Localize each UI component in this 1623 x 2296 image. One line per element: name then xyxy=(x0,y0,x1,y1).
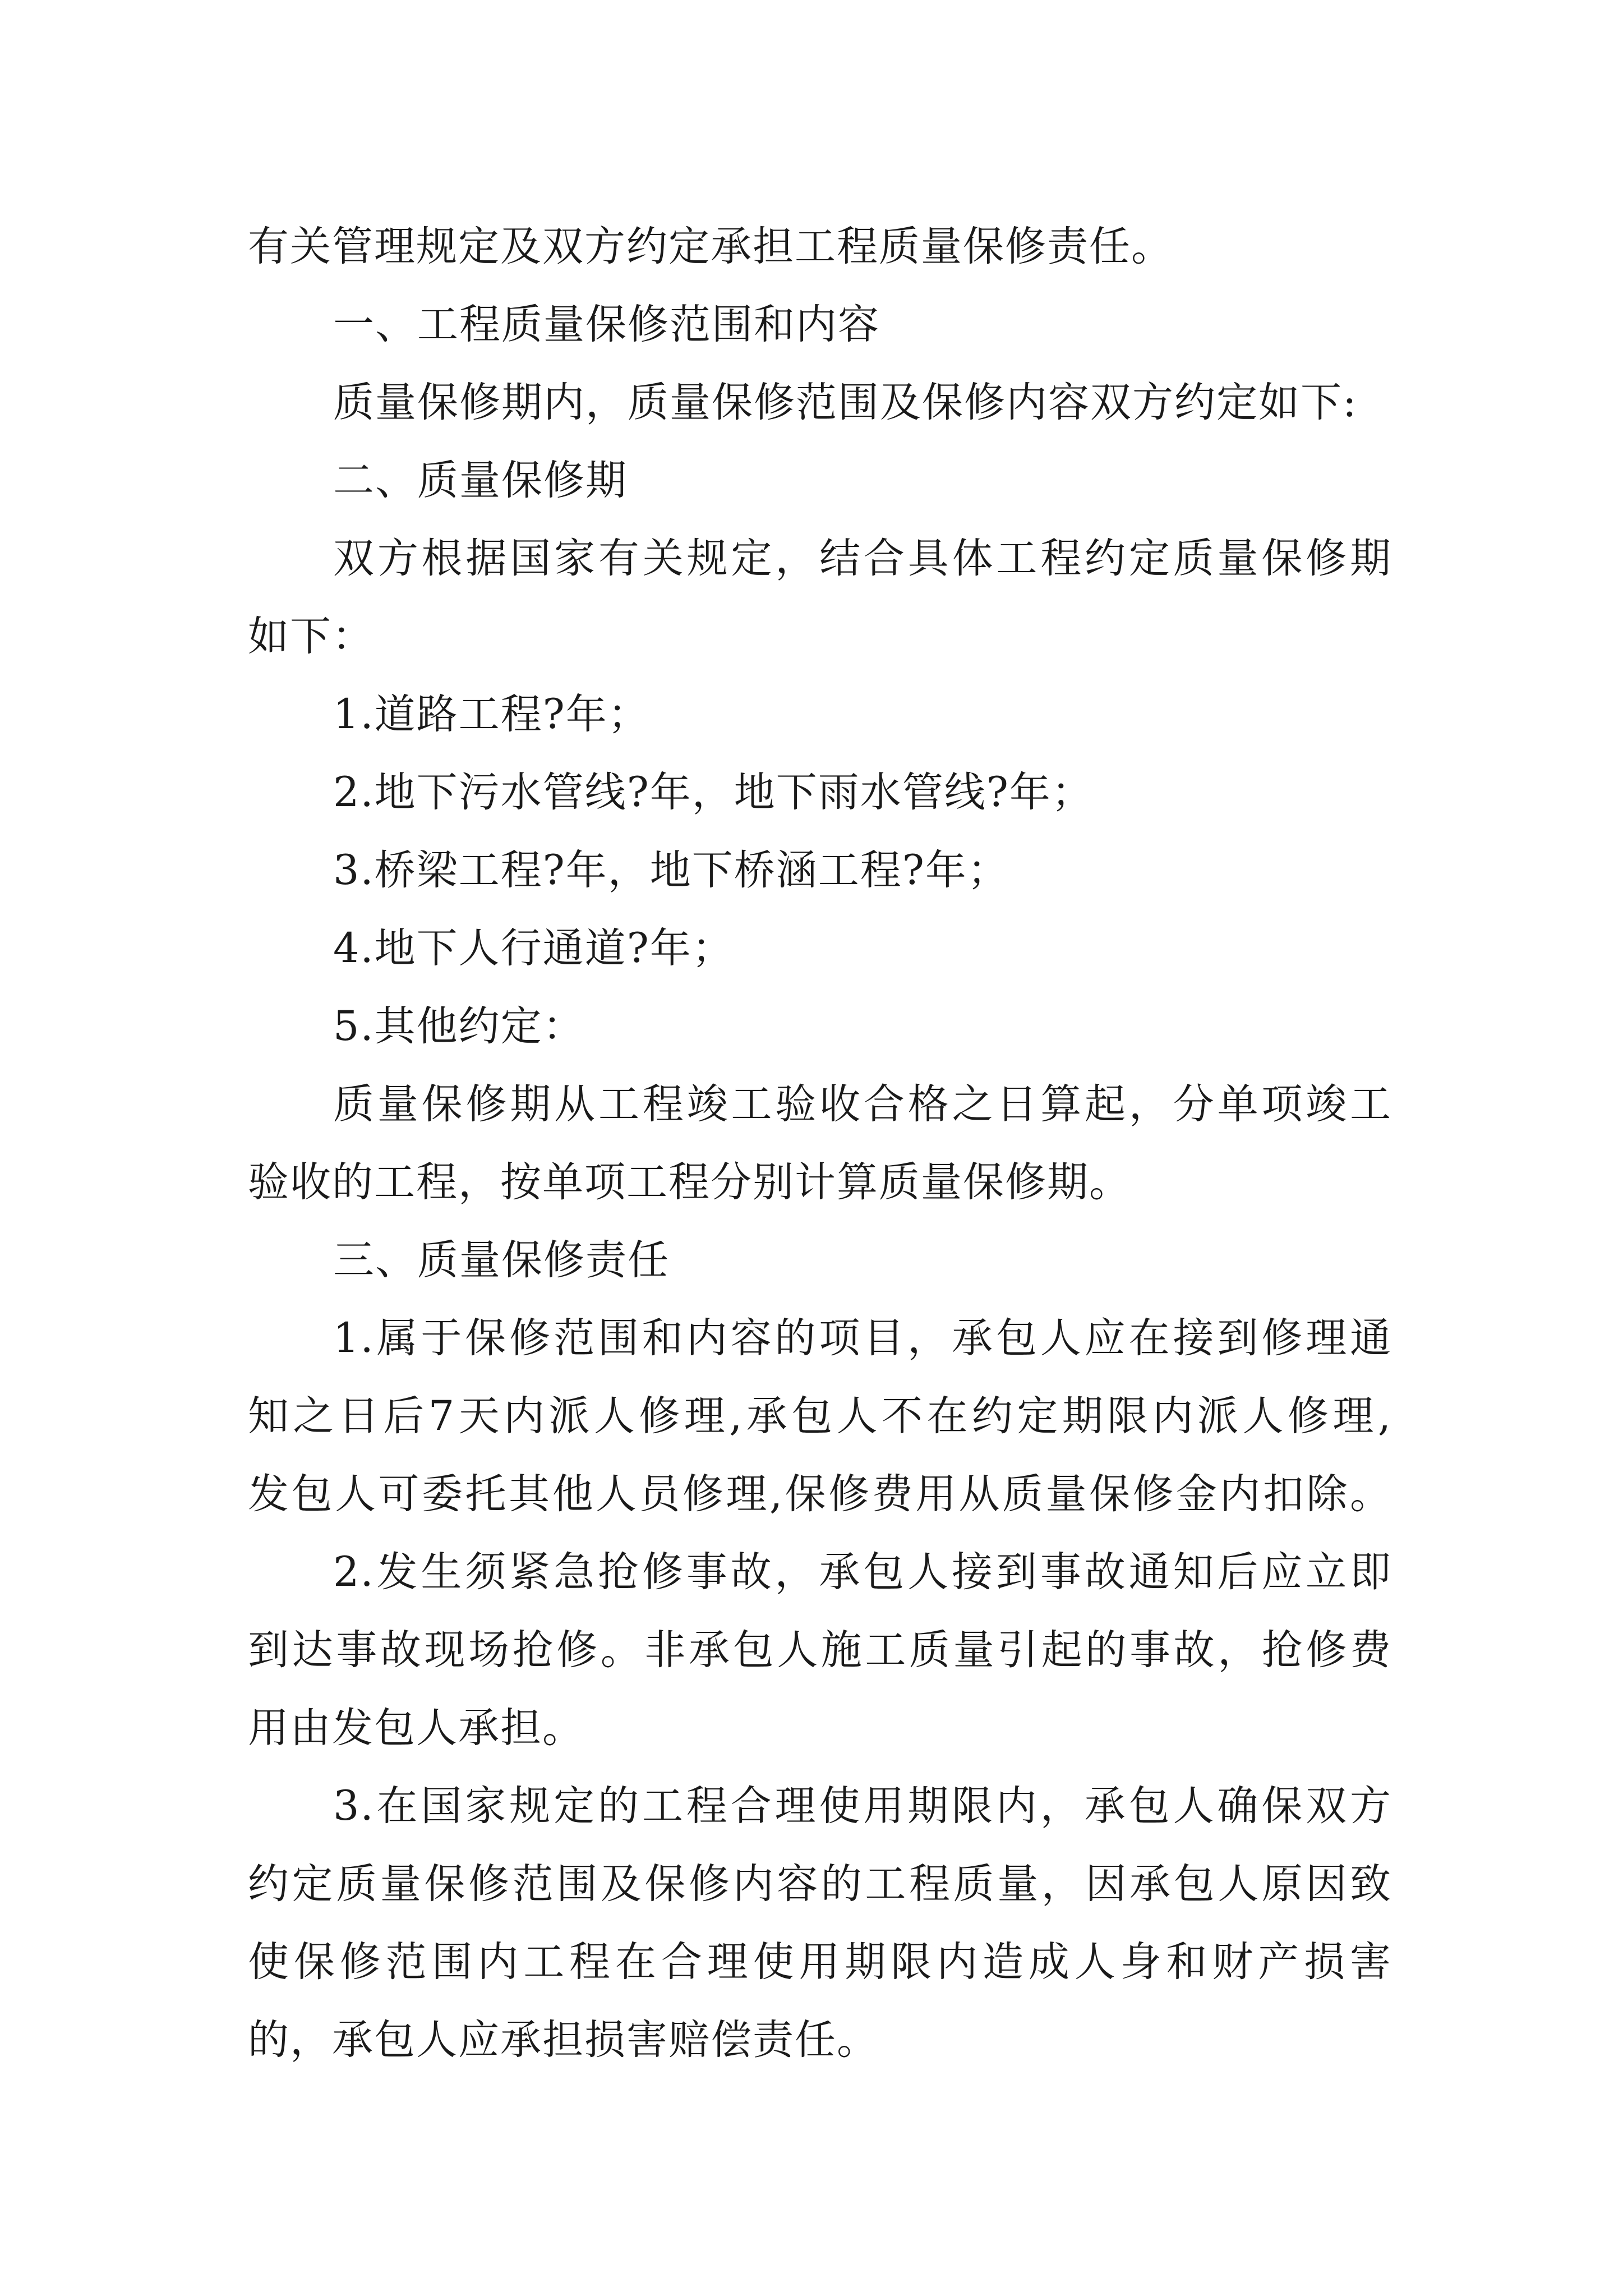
text-line: 到达事故现场抢修。非承包人施工质量引起的事故，抢修费 xyxy=(248,1626,1392,1674)
list-item: 1.属于保修范围和内容的项目，承包人应在接到修理通 xyxy=(333,1314,1392,1362)
text-line: 知之日后7天内派人修理,承包人不在约定期限内派人修理, xyxy=(248,1392,1392,1440)
text-line: 质量保修期从工程竣工验收合格之日算起，分单项竣工 xyxy=(333,1080,1392,1128)
list-item: 2.发生须紧急抢修事故，承包人接到事故通知后应立即 xyxy=(333,1548,1392,1596)
document-body xyxy=(248,208,1392,2079)
section-heading: 一、工程质量保修范围和内容 xyxy=(333,301,880,348)
list-item: 1.道路工程?年； xyxy=(333,691,650,738)
text-line: 使保修范围内工程在合理使用期限内造成人身和财产损害 xyxy=(248,1938,1392,1986)
list-item: 5.其他约定： xyxy=(333,1002,585,1050)
text-line: 双方根据国家有关规定，结合具体工程约定质量保修期 xyxy=(333,535,1392,582)
text-line: 如下： xyxy=(248,613,374,660)
list-item: 2.地下污水管线?年，地下雨水管线?年； xyxy=(333,769,1094,816)
list-item: 4.地下人行通道?年； xyxy=(333,924,734,972)
list-item: 3.在国家规定的工程合理使用期限内，承包人确保双方 xyxy=(333,1782,1392,1830)
text-line: 的，承包人应承担损害赔偿责任。 xyxy=(248,2016,879,2064)
text-line: 验收的工程，按单项工程分别计算质量保修期。 xyxy=(248,1158,1131,1206)
text-line: 约定质量保修范围及保修内容的工程质量，因承包人原因致 xyxy=(248,1860,1392,1908)
text-line: 用由发包人承担。 xyxy=(248,1704,584,1752)
text-line: 有关管理规定及双方约定承担工程质量保修责任。 xyxy=(248,223,1173,270)
text-line: 质量保修期内，质量保修范围及保修内容双方约定如下: xyxy=(333,379,1358,426)
text-line: 发包人可委托其他人员修理,保修费用从质量保修金内扣除。 xyxy=(248,1470,1392,1518)
list-item: 3.桥梁工程?年，地下桥涵工程?年； xyxy=(333,846,1009,894)
section-heading: 三、质量保修责任 xyxy=(333,1236,670,1284)
section-heading: 二、质量保修期 xyxy=(333,457,628,504)
